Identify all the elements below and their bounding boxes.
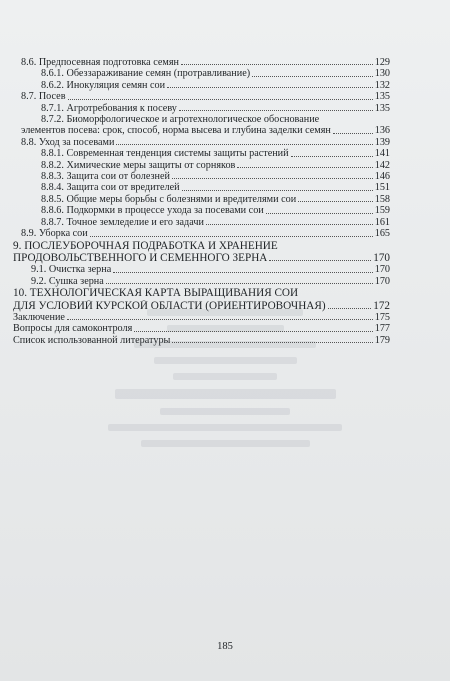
toc-entry bbox=[13, 335, 390, 346]
toc-entry-page: 151 bbox=[374, 182, 390, 194]
dot-leader bbox=[266, 212, 373, 214]
toc-entry-title: 8.6. Предпосевная подготовка семян bbox=[21, 57, 179, 68]
toc-chapter-entry bbox=[13, 252, 390, 264]
dot-leader bbox=[106, 282, 373, 284]
toc-entry bbox=[13, 125, 390, 136]
toc-entry-page: 135 bbox=[374, 102, 390, 114]
toc-entry-page: 170 bbox=[374, 275, 390, 287]
toc-entry-page: 170 bbox=[374, 264, 390, 276]
dot-leader bbox=[67, 318, 373, 320]
toc-entry-title: ПРОДОВОЛЬСТВЕННОГО И СЕМЕННОГО ЗЕРНА bbox=[13, 251, 268, 264]
toc-entry-page: 141 bbox=[374, 148, 390, 160]
toc-entry-page: 175 bbox=[374, 311, 390, 323]
dot-leader bbox=[269, 259, 371, 261]
toc-entry-title: 9.1. Очистка зерна bbox=[31, 264, 112, 276]
toc-entry-title: 8.9. Уборка сои bbox=[21, 228, 88, 240]
toc-chapter-title-line: 9. ПОСЛЕУБОРОЧНАЯ ПОДРАБОТКА И ХРАНЕНИЕ bbox=[13, 239, 278, 252]
toc-entry-page: 165 bbox=[374, 228, 390, 240]
toc-entry-page: 132 bbox=[374, 79, 390, 91]
page-number: 185 bbox=[217, 641, 233, 652]
toc-entry bbox=[13, 194, 390, 205]
dot-leader bbox=[182, 189, 373, 191]
dot-leader bbox=[134, 330, 372, 332]
toc-entry-page: 130 bbox=[374, 68, 390, 80]
toc-entry-title: 8.6.2. Инокуляция семян сои bbox=[41, 79, 166, 91]
toc-entry-page: 179 bbox=[374, 334, 390, 346]
toc-entry-title: 8.8.2. Химические меры защиты от сорняков bbox=[41, 159, 236, 171]
toc-entry-page: 142 bbox=[374, 159, 390, 171]
toc-entry-title: элементов посева: срок, способ, норма высева и глубина заделки семян bbox=[21, 125, 331, 137]
dot-leader bbox=[206, 223, 373, 225]
toc-entry-page: 177 bbox=[374, 323, 390, 335]
dot-leader bbox=[328, 307, 372, 309]
toc-entry-page: 136 bbox=[374, 125, 390, 137]
toc-entry-title: 8.7.1. Агротребования к посеву bbox=[41, 102, 177, 114]
toc-entry bbox=[13, 323, 390, 334]
toc-entry bbox=[13, 160, 390, 171]
toc-entry bbox=[13, 57, 390, 68]
dot-leader bbox=[291, 155, 373, 157]
toc-entry-title: 9.2. Сушка зерна bbox=[31, 275, 104, 287]
toc-chapter-title-line: 10. ТЕХНОЛОГИЧЕСКАЯ КАРТА ВЫРАЩИВАНИЯ СОИ bbox=[13, 287, 299, 300]
toc-entry bbox=[13, 103, 390, 114]
dot-leader bbox=[237, 166, 372, 168]
toc-entry bbox=[13, 148, 390, 159]
toc-entry bbox=[13, 137, 390, 148]
toc-entry bbox=[13, 205, 390, 216]
dot-leader bbox=[333, 132, 373, 134]
dot-leader bbox=[172, 177, 373, 179]
dot-leader bbox=[167, 86, 373, 88]
toc-entry-title: 8.8.6. Подкормки в процессе ухода за посевами сои bbox=[41, 205, 264, 217]
toc-entry-title: ДЛЯ УСЛОВИЙ КУРСКОЙ ОБЛАСТИ (ОРИЕНТИРОВОЧНАЯ) bbox=[13, 299, 326, 312]
dot-leader bbox=[116, 143, 372, 145]
dot-leader bbox=[298, 200, 373, 202]
toc-entry-title: 8.8.4. Защита сои от вредителей bbox=[41, 182, 180, 194]
dot-leader bbox=[90, 235, 373, 237]
toc-entry-title: Вопросы для самоконтроля bbox=[13, 323, 133, 335]
dot-leader bbox=[179, 109, 373, 111]
toc-entry-title: 8.8.5. Общие меры борьбы с болезнями и вредителями сои bbox=[41, 193, 297, 205]
toc-entry bbox=[13, 171, 390, 182]
toc-entry-title: 8.8.7. Точное земледелие и его задачи bbox=[41, 216, 204, 228]
dot-leader bbox=[252, 75, 373, 77]
dot-leader bbox=[68, 98, 373, 100]
toc-entry-title: 8.8.1. Современная тенденция системы защиты растений bbox=[41, 148, 289, 160]
toc-entry-page: 170 bbox=[373, 251, 390, 264]
toc-entry bbox=[13, 80, 390, 91]
toc-entry bbox=[13, 217, 390, 228]
dot-leader bbox=[172, 341, 372, 343]
dot-leader bbox=[181, 63, 373, 65]
toc-entry-title: 8.7. Посев bbox=[21, 91, 66, 103]
toc-entry-page: 161 bbox=[374, 216, 390, 228]
toc-entry-page: 129 bbox=[374, 57, 390, 68]
toc-entry-title: 8.6.1. Обеззараживание семян (протравливание) bbox=[41, 68, 251, 80]
toc-entry bbox=[13, 276, 390, 287]
toc-entry bbox=[13, 91, 390, 102]
toc-entry bbox=[13, 264, 390, 275]
toc-entry-title: 8.8. Уход за посевами bbox=[21, 136, 115, 148]
toc-entry-page: 139 bbox=[374, 136, 390, 148]
toc-entry-page: 159 bbox=[374, 205, 390, 217]
toc-entry-title: Список использованной литературы bbox=[13, 334, 171, 346]
toc-chapter-entry bbox=[13, 300, 390, 312]
toc-entry-page: 172 bbox=[373, 299, 390, 312]
toc-entry-title: 8.8.3. Защита сои от болезней bbox=[41, 171, 170, 183]
toc-entry-page: 158 bbox=[374, 193, 390, 205]
toc-entry-page: 146 bbox=[374, 171, 390, 183]
dot-leader bbox=[113, 271, 373, 273]
table-of-contents bbox=[13, 57, 390, 346]
toc-entry bbox=[13, 312, 390, 323]
toc-entry-title-line: 8.7.2. Биоморфологическое и агротехнологическое обоснование bbox=[41, 114, 320, 126]
toc-entry bbox=[13, 228, 390, 239]
toc-entry bbox=[13, 68, 390, 79]
toc-entry-page: 135 bbox=[374, 91, 390, 103]
toc-entry-title: Заключение bbox=[13, 311, 65, 323]
toc-entry bbox=[13, 182, 390, 193]
